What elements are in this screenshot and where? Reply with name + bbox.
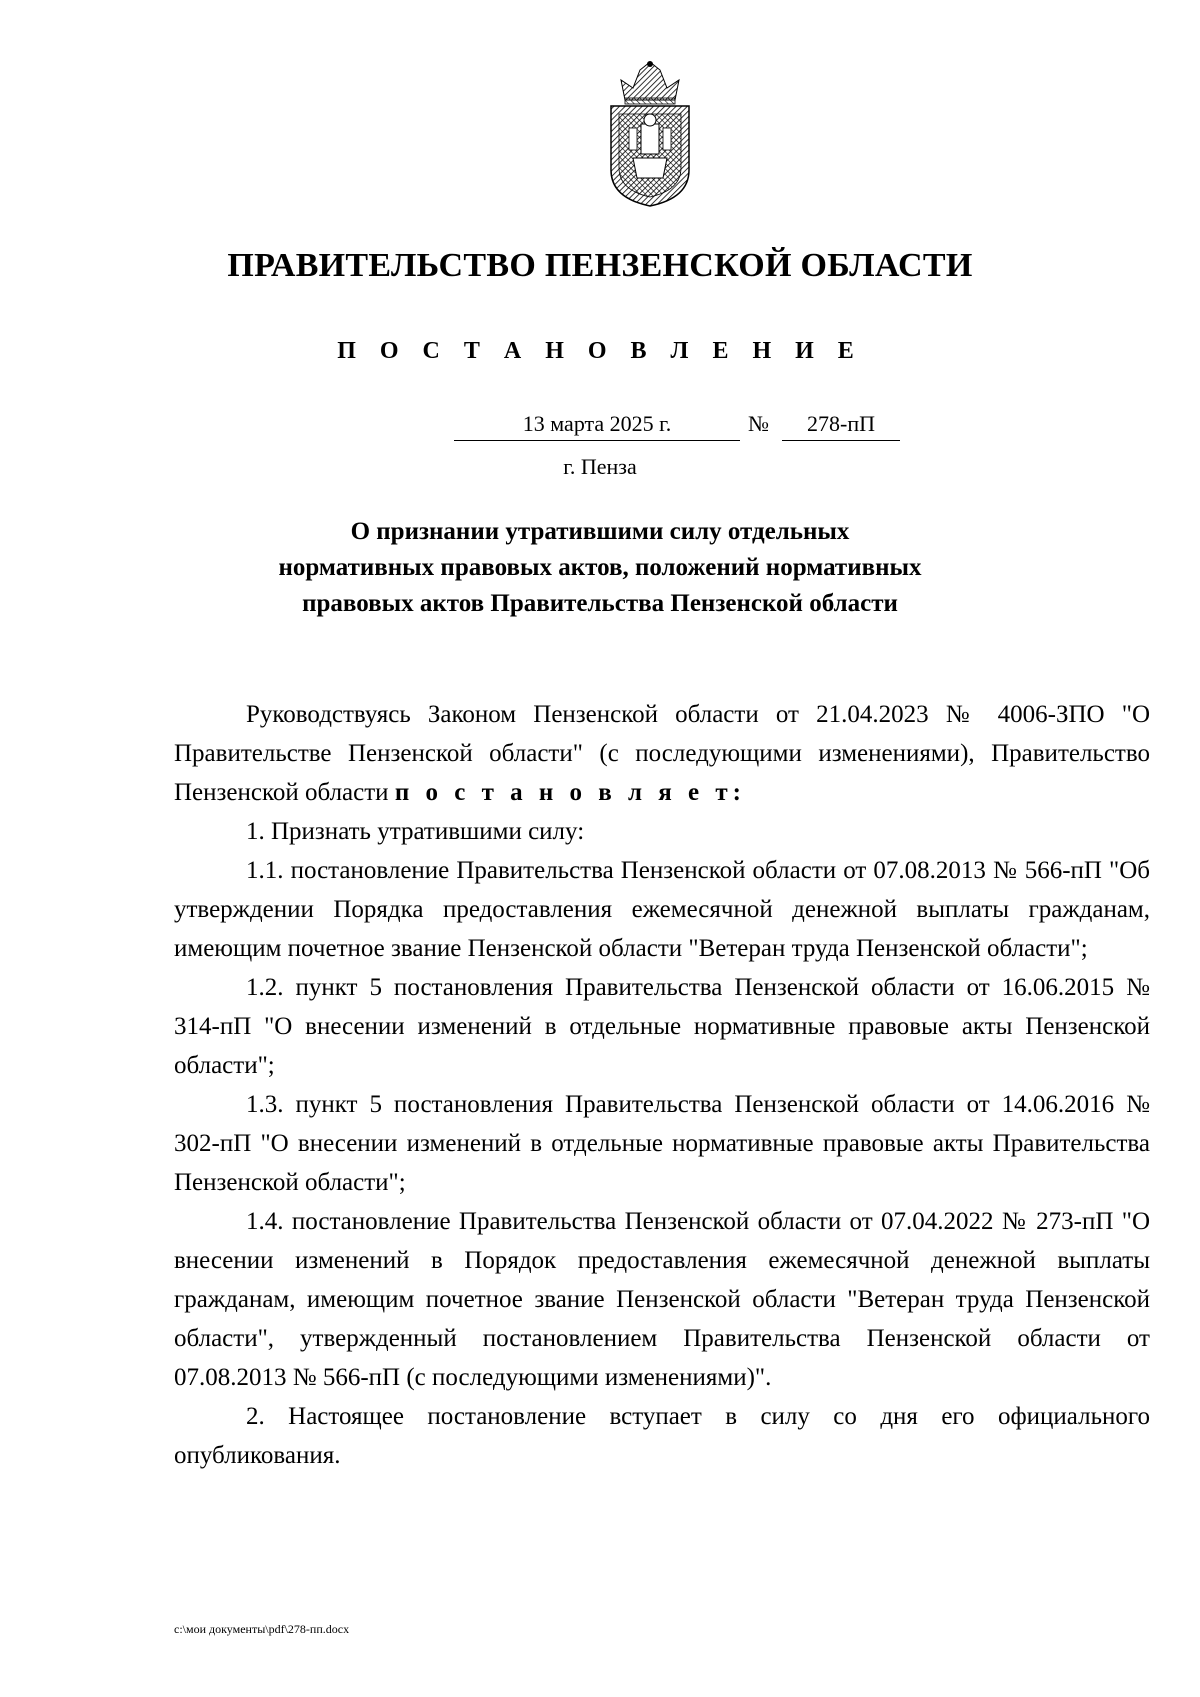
organization-title: ПРАВИТЕЛЬСТВО ПЕНЗЕНСКОЙ ОБЛАСТИ — [227, 247, 973, 284]
preamble-paragraph — [174, 695, 1150, 812]
preamble-text: Руководствуясь Законом Пензенской области от 21.04.2023 № 4006-ЗПО "О Правительстве Пензенской области" (с последующими изменениями), Правительство Пензенской области — [174, 701, 1150, 806]
preamble-verb: п о с т а н о в л я е т: — [394, 779, 747, 806]
document-body — [174, 695, 1150, 1475]
paragraph-item-1: 1. Признать утратившими силу: — [246, 818, 585, 845]
subject-line: О признании утратившими силу отдельных — [350, 518, 850, 545]
document-city: г. Пенза — [563, 454, 637, 479]
document-number: 278-пП — [782, 412, 900, 441]
subject-line: правовых актов Правительства Пензенской области — [302, 590, 898, 617]
file-path-footer: c:\мои документы\pdf\278-пп.docx — [174, 1622, 350, 1636]
paragraph-item-1-2: 1.2. пункт 5 постановления Правительства Пензенской области от 16.06.2015 № 314-пП "О внесении изменений в отдельные нормативные правовые акты Пензенской области"; — [174, 974, 1150, 1079]
paragraph-item-1-3: 1.3. пункт 5 постановления Правительства Пензенской области от 14.06.2016 № 302-пП "О внесении изменений в отдельные нормативные правовые акты Правительства Пензенской области"; — [174, 1091, 1150, 1196]
paragraph-item-1-4: 1.4. постановление Правительства Пензенской области от 07.04.2022 № 273-пП "О внесении изменений в Порядок предоставления ежемесячной денежной выплаты гражданам, имеющим почетное звание Пензенской области "Ветеран труда Пензенской области", утвержденный постановлением Правительства Пензенской области от 07.08.2013 № 566-пП (с последующими изменениями)". — [174, 1208, 1150, 1391]
document-subject — [150, 514, 1050, 622]
number-sign: № — [748, 411, 769, 436]
document-date: 13 марта 2025 г. — [454, 412, 740, 441]
coat-of-arms-icon — [605, 58, 695, 208]
document-type: П О С Т А Н О В Л Е Н И Е — [337, 338, 863, 364]
paragraph-item-1-1: 1.1. постановление Правительства Пензенской области от 07.08.2013 № 566-пП "Об утверждении Порядка предоставления ежемесячной денежной выплаты гражданам, имеющим почетное звание Пензенской области "Ветеран труда Пензенской области"; — [174, 857, 1150, 962]
subject-line: нормативных правовых актов, положений нормативных — [278, 554, 922, 581]
paragraph-item-2: 2. Настоящее постановление вступает в силу со дня его официального опубликования. — [174, 1403, 1150, 1469]
